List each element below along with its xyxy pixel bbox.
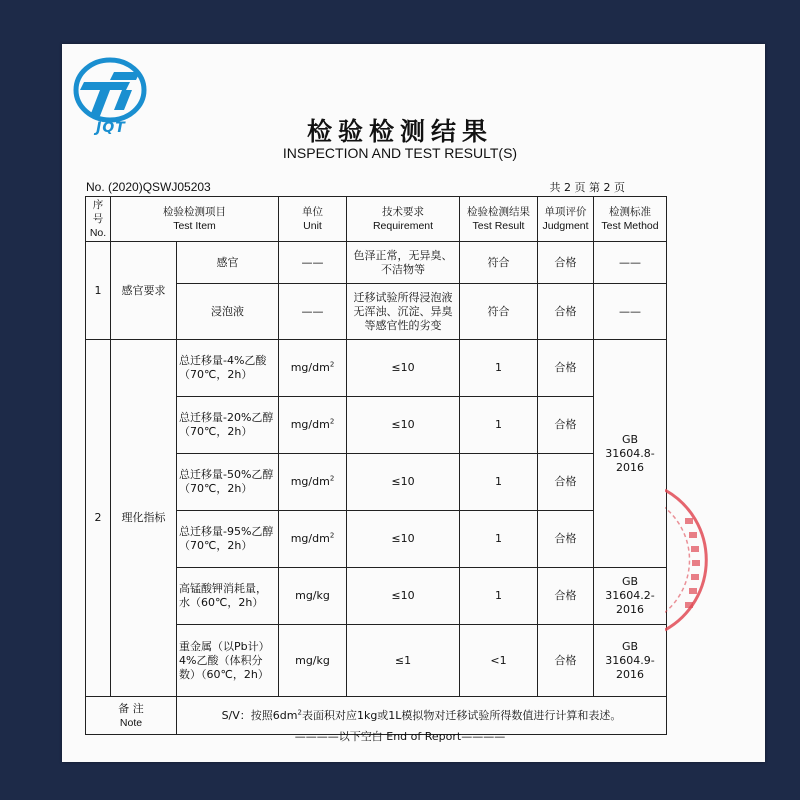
page-subtitle: INSPECTION AND TEST RESULT(S) — [282, 145, 518, 161]
header-test-result: 检验检测结果 Test Result — [460, 197, 538, 242]
group-no: 2 — [86, 340, 111, 697]
unit-cell: $mg/dm^2$ — [279, 340, 347, 397]
requirement-cell: ≤10 — [347, 340, 460, 397]
results-table — [85, 196, 667, 735]
table-header-row — [86, 197, 667, 242]
requirement-cell: ≤10 — [347, 397, 460, 454]
result-cell: 1 — [460, 568, 538, 625]
note-text: S/V：按照$6dm^2$表面积对应1kg或1L模拟物对迁移试验所得数值进行计算和表述。 — [177, 697, 667, 735]
header-no: 序号 No. — [86, 197, 111, 242]
page-indicator: 共 2 页 第 2 页 — [549, 181, 625, 194]
requirement-cell: ≤10 — [347, 511, 460, 568]
unit-cell: —— — [279, 284, 347, 340]
method-cell: GB 31604.2-2016 — [594, 568, 667, 625]
test-item: 总迁移量-4%乙酸（70℃，2h） — [177, 340, 279, 397]
method-cell: —— — [594, 284, 667, 340]
requirement-cell: ≤10 — [347, 454, 460, 511]
result-cell: 1 — [460, 340, 538, 397]
requirement-cell: ≤10 — [347, 568, 460, 625]
requirement-cell: 色泽正常，无异臭、不洁物等 — [347, 242, 460, 284]
method-cell-merged: GB 31604.8-2016 — [594, 340, 667, 568]
unit-cell: $mg/dm^2$ — [279, 397, 347, 454]
report-number: No. (2020)QSWJ05203 — [86, 180, 211, 194]
requirement-cell: 迁移试验所得浸泡液无浑浊、沉淀、异臭等感官性的劣变 — [347, 284, 460, 340]
test-item: 总迁移量-20%乙醇（70℃，2h） — [177, 397, 279, 454]
judgment-cell: 合格 — [538, 397, 594, 454]
test-item: 浸泡液 — [177, 284, 279, 340]
test-item: 总迁移量-95%乙醇（70℃，2h） — [177, 511, 279, 568]
header-unit: 单位 Unit — [279, 197, 347, 242]
judgment-cell: 合格 — [538, 454, 594, 511]
unit-cell: $mg/dm^2$ — [279, 454, 347, 511]
table-row — [86, 340, 667, 397]
logo-text: JQT — [96, 120, 126, 136]
header-test-method: 检测标准 Test Method — [594, 197, 667, 242]
test-item: 重金属（以Pb计）4%乙酸（体积分数）（60℃，2h） — [177, 625, 279, 697]
judgment-cell: 合格 — [538, 625, 594, 697]
unit-cell: mg/kg — [279, 568, 347, 625]
judgment-cell: 合格 — [538, 568, 594, 625]
header-requirement: 技术要求 Requirement — [347, 197, 460, 242]
note-label: 备 注 Note — [86, 697, 177, 735]
result-cell: 1 — [460, 397, 538, 454]
group-category: 感官要求 — [111, 242, 177, 340]
test-item: 总迁移量-50%乙醇（70℃，2h） — [177, 454, 279, 511]
judgment-cell: 合格 — [538, 284, 594, 340]
method-cell: GB 31604.9-2016 — [594, 625, 667, 697]
requirement-cell: ≤1 — [347, 625, 460, 697]
table-row — [86, 242, 667, 284]
group-category: 理化指标 — [111, 340, 177, 697]
test-item: 感官 — [177, 242, 279, 284]
end-of-report: ————以下空白 End of Report———— — [294, 730, 506, 743]
group-no: 1 — [86, 242, 111, 340]
unit-cell: mg/kg — [279, 625, 347, 697]
judgment-cell: 合格 — [538, 340, 594, 397]
unit-cell: $mg/dm^2$ — [279, 511, 347, 568]
red-seal-stamp-icon — [665, 480, 725, 640]
result-cell: 符合 — [460, 242, 538, 284]
judgment-cell: 合格 — [538, 242, 594, 284]
page-title: 检验检测结果 — [306, 117, 493, 146]
header-judgment: 单项评价 Judgment — [538, 197, 594, 242]
result-cell: <1 — [460, 625, 538, 697]
result-cell: 1 — [460, 511, 538, 568]
result-cell: 符合 — [460, 284, 538, 340]
result-cell: 1 — [460, 454, 538, 511]
unit-cell: —— — [279, 242, 347, 284]
test-item: 高锰酸钾消耗量，水（60℃，2h） — [177, 568, 279, 625]
judgment-cell: 合格 — [538, 511, 594, 568]
method-cell: —— — [594, 242, 667, 284]
header-test-item: 检验检测项目 Test Item — [111, 197, 279, 242]
